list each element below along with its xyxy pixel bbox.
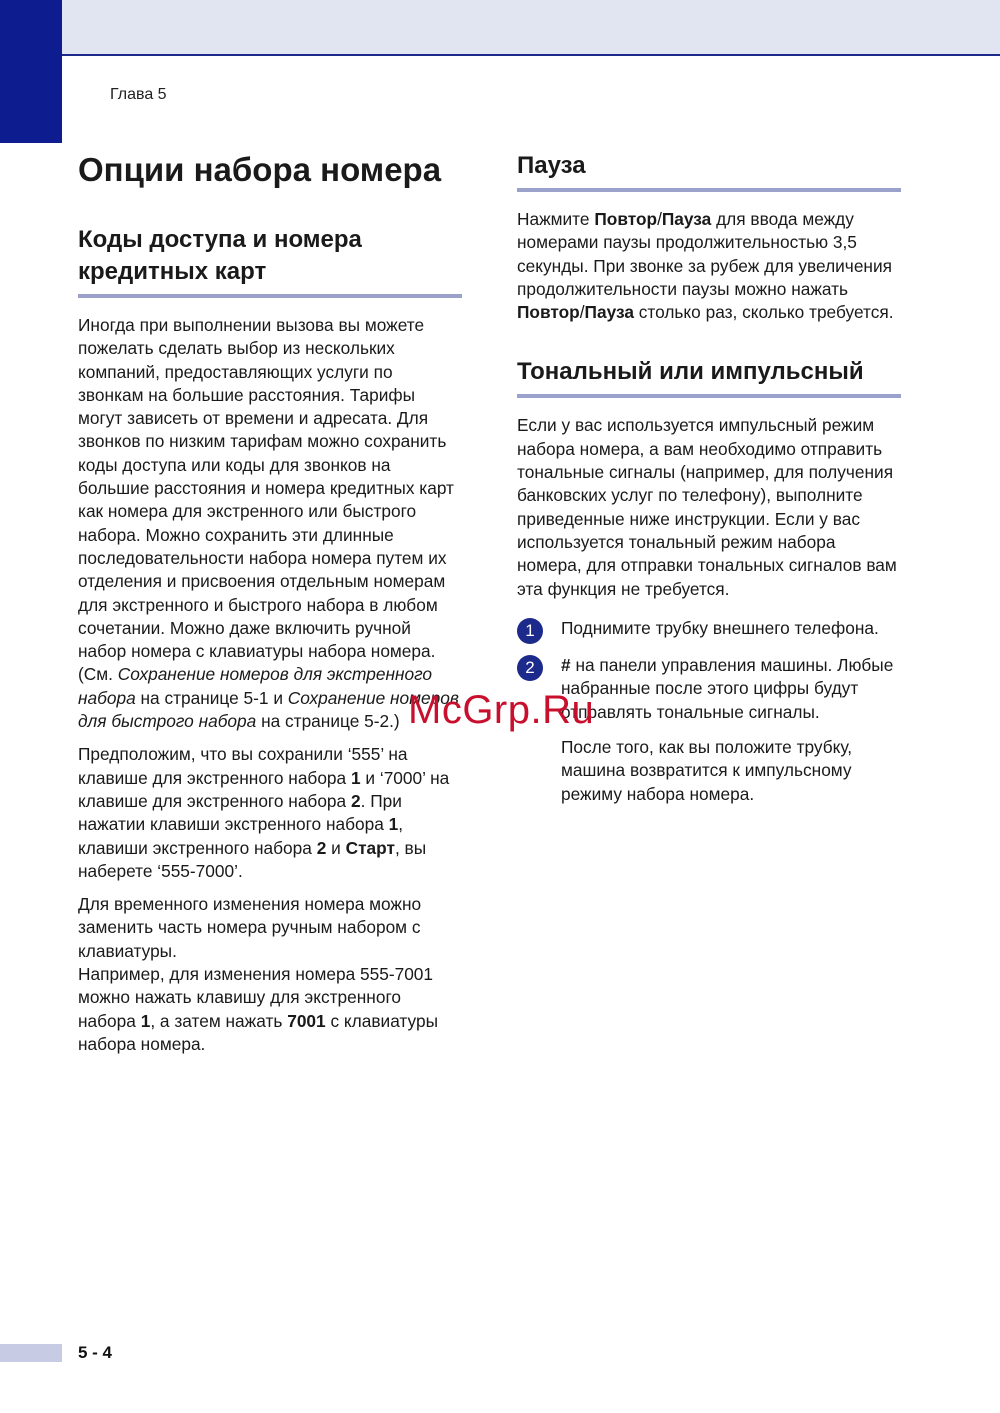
page-title: Опции набора номера	[78, 151, 442, 188]
header-rule	[62, 54, 1000, 56]
section-rule	[78, 294, 462, 298]
chapter-tab	[0, 0, 62, 143]
step-2-note: После того, как вы положите трубку, машина возвратится к импульсному режиму набора номера.	[561, 737, 853, 804]
paragraph-example: Предположим, что вы сохранили ‘555’ на клавише для экстренного набора 1 и ‘7000’ на клавише для экстренного набора 2. При нажатии клавиши экстренного набора 1, клавиши экстренного набора 2 и Старт, вы наберете ‘555-7000’.	[78, 744, 450, 881]
step-number-badge: 1	[517, 618, 543, 644]
section-rule	[517, 394, 901, 398]
left-column	[78, 150, 462, 1066]
paragraph-temporary-change: Для временного изменения номера можно заменить часть номера ручным набором с клавиатуры. Например, для изменения номера 555-7001 можно нажать клавишу для экстренного набора 1, а затем нажать 7001 с клавиатуры набора номера.	[78, 894, 439, 1054]
section-title-tone-pulse: Тональный или импульсный	[517, 358, 864, 386]
page-number: 5 - 4	[78, 1343, 113, 1362]
section-rule	[517, 188, 901, 192]
header-band	[0, 0, 1000, 55]
paragraph-pause: Нажмите Повтор/Пауза для ввода между номерами паузы продолжительностью 3,5 секунды. При звонке за рубеж для увеличения продолжительности паузы можно нажать Повтор/Пауза столько раз, сколько требуется.	[517, 209, 894, 323]
step-2-text: # на панели управления машины. Любые набранные после этого цифры будут отправлять тональные сигналы.	[561, 655, 894, 722]
chapter-label: Глава 5	[110, 86, 167, 103]
watermark: McGrp.Ru	[408, 688, 595, 732]
footer-band	[0, 1344, 62, 1362]
paragraph-tone-pulse: Если у вас используется импульсный режим набора номера, а вам необходимо отправить тональные сигналы (например, для получения банковских услуг по телефону), выполните приведенные ниже инструкции. Если у вас используется тональный режим набора номера, для отправки тональных сигналов вам эта функция не требуется.	[517, 415, 897, 599]
link-fast-dial[interactable]: Сохранение номеров для быстрого набора	[78, 687, 459, 732]
step-1	[517, 617, 901, 640]
step-1-text: Поднимите трубку внешнего телефона.	[561, 617, 879, 638]
step-number-badge: 2	[517, 655, 543, 681]
link-speed-dial[interactable]: Сохранение номеров для экстренного набора	[78, 664, 433, 708]
section-title-pause: Пауза	[517, 152, 586, 179]
paragraph-access-codes: Иногда при выполнении вызова вы можете пожелать сделать выбор из нескольких компаний, предоставляющих услуги по звонкам на большие расстояния. Тарифы могут зависеть от времени и адресата. Для звонков по низким тарифам можно сохранить коды доступа или коды для звонков на большие расстояния и номера кредитных карт как номера для экстренного или быстрого набора. Можно сохранить эти длинные последовательности набора номера путем их отделения и присвоения отдельным номерам для экстренного и быстрого набора в любом сочетании. Можно даже включить ручной набор номера с клавиатуры набора номера. (См. Сохранение номеров для экстренного набора на странице 5-1 и Сохранение номеров для быстрого набора на странице 5-2.)	[78, 315, 459, 732]
section-title-access-codes: Коды доступа и номера кредитных карт	[78, 226, 362, 285]
